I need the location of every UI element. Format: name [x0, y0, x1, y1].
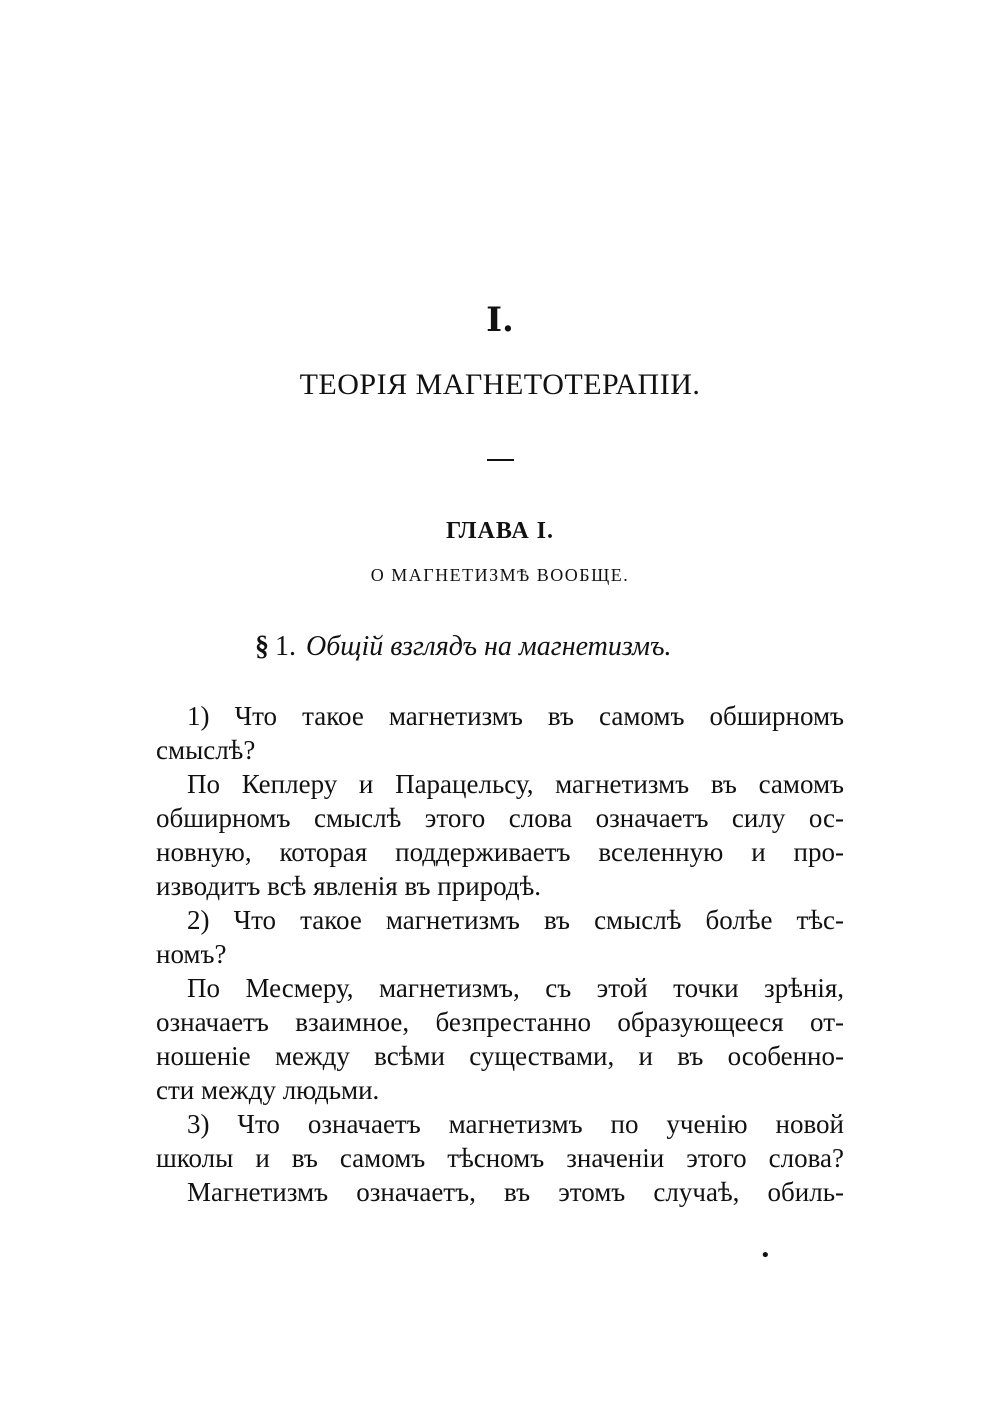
section-symbol: §	[255, 631, 269, 662]
section-divider	[487, 459, 514, 461]
body-line: новную, которая поддерживаетъ вселенную и про-	[156, 837, 844, 867]
body-line: По Кеплеру и Парацельсу, магнетизмъ въ самомъ	[187, 769, 844, 799]
chapter-subtitle: О МАГНЕТИЗМѢ ВООБЩЕ.	[370, 565, 630, 585]
body-line: номъ?	[156, 939, 227, 969]
body-line: 3) Что означаетъ магнетизмъ по ученію новой	[187, 1109, 844, 1139]
body-line: означаетъ взаимное, безпрестанно образующееся от-	[156, 1007, 844, 1037]
body-line: 2) Что такое магнетизмъ въ смыслѣ болѣе тѣс-	[187, 905, 844, 935]
body-line: ношеніе между всѣми существами, и въ особенно-	[156, 1041, 844, 1071]
footer-mark: •	[760, 1245, 771, 1266]
part-number: I.	[486, 300, 514, 340]
section-heading	[255, 628, 672, 666]
body-line: обширномъ смыслѣ этого слова означаетъ силу ос-	[156, 803, 844, 833]
part-title: ТЕОРІЯ МАГНЕТОТЕРАПІИ.	[299, 368, 701, 401]
body-line: По Месмеру, магнетизмъ, съ этой точки зрѣнія,	[187, 973, 844, 1003]
body-line: сти между людьми.	[156, 1075, 380, 1105]
body-text	[156, 699, 844, 1209]
section-number: 1.	[275, 631, 296, 662]
body-line: изводитъ всѣ явленія въ природѣ.	[156, 871, 542, 901]
body-line: смыслѣ?	[156, 735, 256, 765]
section-title: Общій взглядъ на магнетизмъ.	[306, 631, 672, 662]
body-line: Магнетизмъ означаетъ, въ этомъ случаѣ, обиль-	[187, 1177, 844, 1207]
body-line: 1) Что такое магнетизмъ въ самомъ обширномъ	[187, 701, 844, 731]
chapter-heading: ГЛАВА I.	[445, 518, 555, 544]
body-line: школы и въ самомъ тѣсномъ значеніи этого слова?	[156, 1143, 844, 1173]
